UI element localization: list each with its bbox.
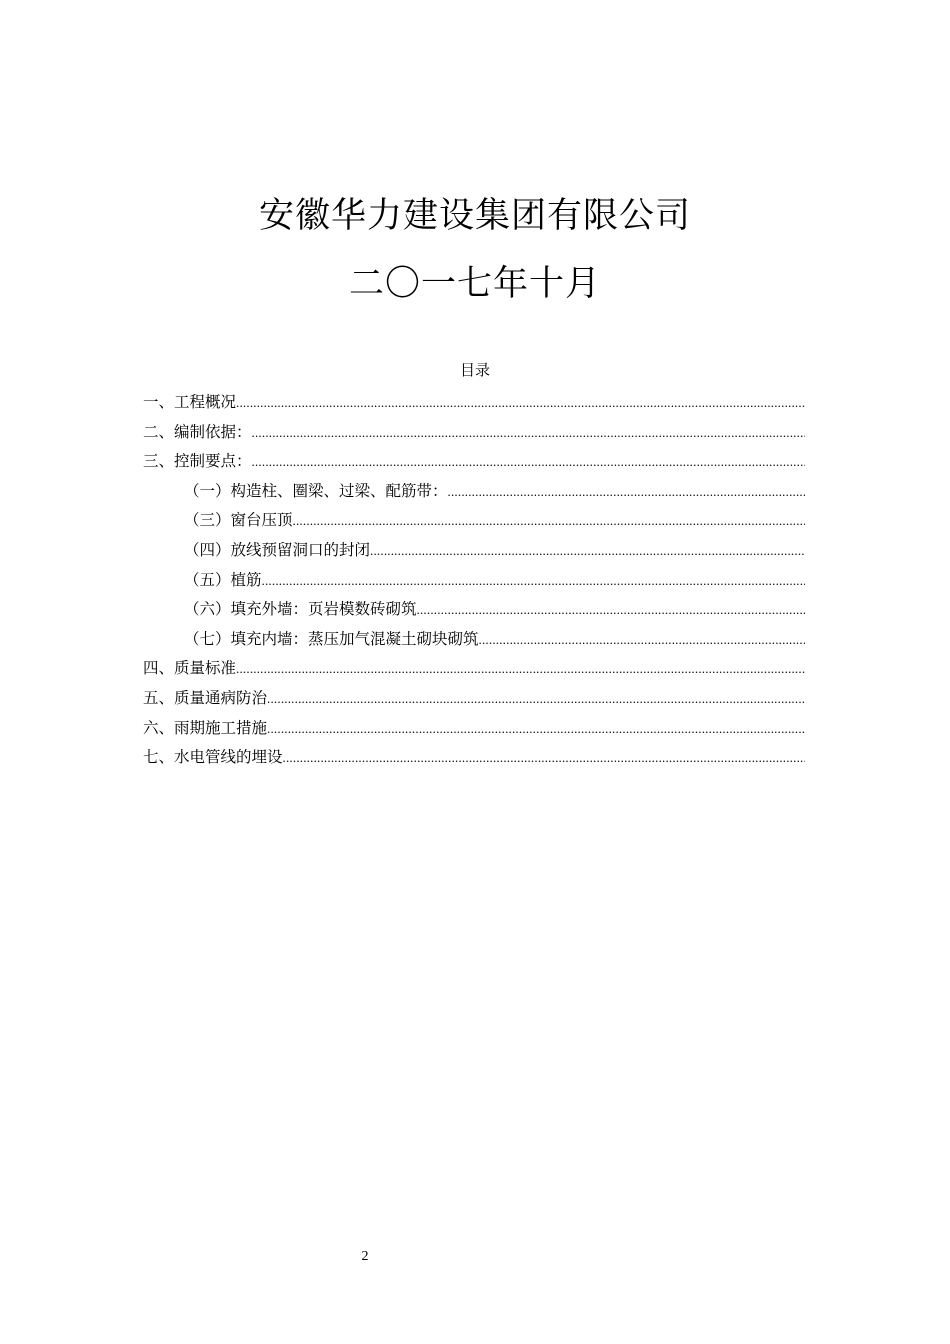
toc-entry-label: 三、控制要点： <box>143 452 252 471</box>
toc-entry[interactable] <box>143 684 805 714</box>
toc-entry-label: （一）构造柱、圈梁、过梁、配筋带： <box>184 481 448 500</box>
toc-subentry[interactable] <box>143 595 805 625</box>
toc-dot-leader <box>479 625 805 655</box>
toc-entry-label: 四、质量标准 <box>143 659 237 678</box>
page-number: 2 <box>361 1249 369 1264</box>
toc-entry-label: 一、工程概况 <box>143 393 237 411</box>
toc-entry-label: （六）填充外墙：页岩模数砖砌筑 <box>184 600 417 619</box>
toc-entry[interactable] <box>143 447 805 477</box>
toc-subentry[interactable] <box>143 506 805 536</box>
table-of-contents <box>143 388 805 773</box>
toc-entry[interactable] <box>143 743 805 773</box>
toc-subentry[interactable] <box>143 566 805 596</box>
toc-dot-leader <box>236 388 805 418</box>
toc-dot-leader <box>252 447 805 477</box>
toc-dot-leader <box>252 418 805 448</box>
toc-title: 目录 <box>459 361 490 379</box>
toc-dot-leader <box>370 536 805 566</box>
toc-entry-label: （三）窗台压顶 <box>184 511 293 530</box>
toc-entry[interactable] <box>143 654 805 684</box>
toc-entry-label: 二、编制依据： <box>143 422 252 441</box>
toc-dot-leader <box>267 684 805 714</box>
toc-dot-leader <box>262 566 805 596</box>
toc-dot-leader <box>236 654 805 684</box>
toc-dot-leader <box>293 506 805 536</box>
toc-dot-leader <box>267 714 805 744</box>
toc-subentry[interactable] <box>143 625 805 655</box>
toc-dot-leader <box>448 477 805 507</box>
toc-entry-label: （七）填充内墙：蒸压加气混凝土砌块砌筑 <box>184 629 479 648</box>
toc-entry[interactable] <box>143 418 805 448</box>
toc-entry-label: 五、质量通病防治 <box>143 688 268 707</box>
toc-entry-label: （五）植筋 <box>184 570 262 589</box>
toc-entry[interactable] <box>143 714 805 744</box>
toc-subentry[interactable] <box>143 536 805 566</box>
toc-entry-label: （四）放线预留洞口的封闭 <box>184 540 371 559</box>
toc-dot-leader <box>417 595 805 625</box>
toc-entry-label: 七、水电管线的埋设 <box>143 748 283 767</box>
toc-entry-label: 六、雨期施工措施 <box>143 718 268 737</box>
toc-entry[interactable] <box>143 388 805 418</box>
toc-dot-leader <box>283 743 805 773</box>
company-name: 安徽华力建设集团有限公司 <box>258 196 691 236</box>
document-date: 二〇一七年十月 <box>348 264 601 304</box>
toc-subentry[interactable] <box>143 477 805 507</box>
